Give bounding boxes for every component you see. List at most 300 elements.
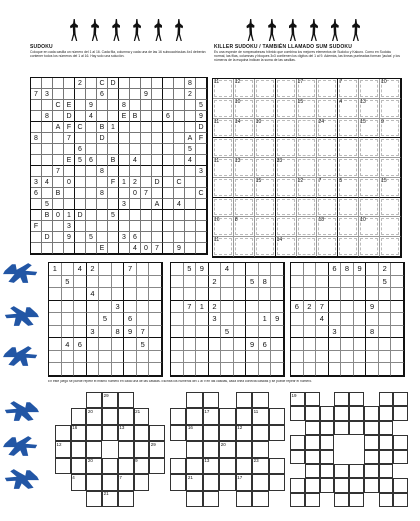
sudoku-cell[interactable] bbox=[184, 363, 197, 376]
sudoku-cell[interactable] bbox=[271, 301, 284, 314]
sudoku-cell[interactable] bbox=[149, 326, 162, 339]
sudoku-cell[interactable]: 8 bbox=[341, 263, 354, 276]
hex-cell[interactable] bbox=[53, 111, 64, 122]
hex-cell[interactable]: 2 bbox=[130, 177, 141, 188]
sudoku-cell[interactable] bbox=[49, 326, 62, 339]
hex-cell[interactable] bbox=[130, 78, 141, 89]
flower-cell[interactable] bbox=[219, 458, 235, 474]
sudoku-cell[interactable] bbox=[391, 301, 404, 314]
hex-cell[interactable]: A bbox=[152, 199, 163, 210]
sudoku-cell[interactable] bbox=[124, 351, 137, 364]
sudoku-cell[interactable] bbox=[366, 363, 379, 376]
killer-cell[interactable] bbox=[317, 119, 338, 139]
hex-cell[interactable] bbox=[185, 111, 196, 122]
sudoku-cell[interactable]: 4 bbox=[316, 313, 329, 326]
sudoku-cell[interactable]: 2 bbox=[87, 263, 100, 276]
flower-cell[interactable] bbox=[86, 425, 102, 441]
sudoku-cell[interactable]: 5 bbox=[221, 326, 234, 339]
hex-cell[interactable]: B bbox=[42, 210, 53, 221]
hex-cell[interactable] bbox=[97, 144, 108, 155]
hex-cell[interactable]: 6 bbox=[163, 111, 174, 122]
sudoku-cell[interactable] bbox=[271, 363, 284, 376]
hex-cell[interactable] bbox=[152, 78, 163, 89]
hex-cell[interactable] bbox=[31, 166, 42, 177]
hex-cell[interactable] bbox=[163, 78, 174, 89]
flower-cell[interactable] bbox=[118, 408, 134, 424]
hex-cell[interactable] bbox=[31, 243, 42, 254]
hex-cell[interactable]: D bbox=[97, 133, 108, 144]
sudoku-cell[interactable] bbox=[209, 288, 222, 301]
flower-cell[interactable] bbox=[349, 392, 364, 406]
hex-cell[interactable] bbox=[31, 100, 42, 111]
hex-cell[interactable]: 6 bbox=[97, 89, 108, 100]
flower-cell[interactable] bbox=[379, 406, 394, 420]
sudoku-cell[interactable] bbox=[196, 363, 209, 376]
flower-cell[interactable] bbox=[334, 478, 349, 492]
hex-cell[interactable]: 9 bbox=[86, 100, 97, 111]
hex-cell[interactable] bbox=[108, 232, 119, 243]
sudoku-cell[interactable] bbox=[74, 301, 87, 314]
sudoku-cell[interactable]: 9 bbox=[354, 263, 367, 276]
killer-cell[interactable] bbox=[380, 119, 401, 139]
sudoku-cell[interactable] bbox=[391, 313, 404, 326]
sudoku-cell[interactable]: 5 bbox=[99, 313, 112, 326]
killer-cell[interactable] bbox=[213, 79, 234, 99]
hex-cell[interactable] bbox=[185, 100, 196, 111]
flower-cell[interactable] bbox=[305, 392, 320, 406]
killer-cell[interactable] bbox=[234, 99, 255, 119]
flower-cell[interactable] bbox=[290, 478, 305, 492]
flower-cell[interactable] bbox=[118, 458, 134, 474]
sudoku-cell[interactable]: 4 bbox=[62, 338, 75, 351]
hex-cell[interactable]: 9 bbox=[64, 232, 75, 243]
sudoku-cell[interactable] bbox=[271, 351, 284, 364]
killer-cell[interactable] bbox=[317, 158, 338, 178]
flower-cell[interactable] bbox=[219, 408, 235, 424]
killer-cell[interactable] bbox=[255, 158, 276, 178]
sudoku-cell[interactable] bbox=[234, 338, 247, 351]
sudoku-cell[interactable] bbox=[99, 276, 112, 289]
hex-cell[interactable] bbox=[75, 232, 86, 243]
flower-cell[interactable] bbox=[252, 441, 268, 457]
hex-cell[interactable] bbox=[119, 133, 130, 144]
sudoku-cell[interactable] bbox=[171, 301, 184, 314]
sudoku-cell[interactable]: 9 bbox=[196, 263, 209, 276]
hex-cell[interactable] bbox=[108, 188, 119, 199]
hex-cell[interactable] bbox=[97, 210, 108, 221]
hex-cell[interactable] bbox=[86, 221, 97, 232]
flower-cell[interactable] bbox=[290, 493, 305, 507]
sudoku-cell[interactable]: 8 bbox=[366, 326, 379, 339]
sudoku-cell[interactable] bbox=[379, 351, 392, 364]
sudoku-cell[interactable] bbox=[246, 326, 259, 339]
sudoku-cell[interactable] bbox=[291, 288, 304, 301]
hex-cell[interactable] bbox=[196, 78, 207, 89]
hex-cell[interactable]: F bbox=[64, 122, 75, 133]
flower-cell[interactable] bbox=[379, 478, 394, 492]
hex-cell[interactable] bbox=[42, 133, 53, 144]
sudoku-cell[interactable] bbox=[316, 338, 329, 351]
flower-cell[interactable] bbox=[320, 406, 335, 420]
killer-cell[interactable] bbox=[380, 237, 401, 257]
hex-cell[interactable] bbox=[108, 144, 119, 155]
hex-cell[interactable]: 4 bbox=[185, 155, 196, 166]
flower-cell[interactable] bbox=[269, 408, 285, 424]
hex-cell[interactable] bbox=[53, 232, 64, 243]
hex-cell[interactable] bbox=[163, 221, 174, 232]
sudoku-cell[interactable] bbox=[246, 263, 259, 276]
sudoku-cell[interactable] bbox=[391, 326, 404, 339]
killer-cell[interactable] bbox=[234, 79, 255, 99]
hex-cell[interactable] bbox=[97, 221, 108, 232]
killer-cell[interactable] bbox=[338, 237, 359, 257]
sudoku-cell[interactable] bbox=[234, 288, 247, 301]
sudoku-cell[interactable] bbox=[366, 313, 379, 326]
flower-cell[interactable] bbox=[349, 464, 364, 478]
flower-cell[interactable] bbox=[305, 493, 320, 507]
hex-cell[interactable] bbox=[119, 166, 130, 177]
hex-cell[interactable] bbox=[163, 166, 174, 177]
hex-cell[interactable] bbox=[141, 133, 152, 144]
hex-cell[interactable]: C bbox=[75, 122, 86, 133]
hex-cell[interactable]: 1 bbox=[108, 122, 119, 133]
killer-cell[interactable] bbox=[338, 158, 359, 178]
flower-cell[interactable] bbox=[134, 408, 150, 424]
sudoku-cell[interactable] bbox=[221, 276, 234, 289]
hex-cell[interactable]: 6 bbox=[86, 155, 97, 166]
hex-cell[interactable] bbox=[152, 89, 163, 100]
flower-cell[interactable] bbox=[186, 458, 202, 474]
hex-cell[interactable]: 6 bbox=[31, 188, 42, 199]
hex-cell[interactable]: C bbox=[53, 100, 64, 111]
flower-cell[interactable] bbox=[379, 435, 394, 449]
flower-cell[interactable] bbox=[349, 421, 364, 435]
hex-cell[interactable] bbox=[75, 166, 86, 177]
hex-cell[interactable] bbox=[174, 111, 185, 122]
sudoku-cell[interactable] bbox=[171, 363, 184, 376]
hex-cell[interactable] bbox=[75, 111, 86, 122]
hex-cell[interactable] bbox=[130, 221, 141, 232]
sudoku-cell[interactable] bbox=[379, 288, 392, 301]
hex-cell[interactable]: B bbox=[97, 122, 108, 133]
killer-cell[interactable] bbox=[297, 217, 318, 237]
sudoku-cell[interactable] bbox=[366, 288, 379, 301]
sudoku-cell[interactable]: 3 bbox=[87, 326, 100, 339]
sudoku-cell[interactable]: 3 bbox=[112, 301, 125, 314]
sudoku-cell[interactable] bbox=[171, 313, 184, 326]
killer-cell[interactable] bbox=[359, 237, 380, 257]
sudoku-cell[interactable]: 4 bbox=[221, 263, 234, 276]
sudoku-cell[interactable] bbox=[62, 363, 75, 376]
killer-cell[interactable] bbox=[255, 138, 276, 158]
sudoku-cell[interactable] bbox=[184, 276, 197, 289]
flower-cell[interactable] bbox=[149, 458, 165, 474]
hex-cell[interactable]: B bbox=[130, 111, 141, 122]
hex-cell[interactable]: 7 bbox=[152, 243, 163, 254]
killer-cell[interactable] bbox=[380, 158, 401, 178]
hex-cell[interactable] bbox=[141, 78, 152, 89]
hex-cell[interactable] bbox=[42, 188, 53, 199]
hex-cell[interactable] bbox=[141, 122, 152, 133]
sudoku-cell[interactable] bbox=[259, 351, 272, 364]
hex-cell[interactable] bbox=[141, 210, 152, 221]
flower-cell[interactable] bbox=[393, 406, 408, 420]
hex-cell[interactable] bbox=[86, 177, 97, 188]
hex-cell[interactable] bbox=[163, 89, 174, 100]
hex-cell[interactable] bbox=[163, 199, 174, 210]
sudoku-cell[interactable] bbox=[221, 338, 234, 351]
hex-cell[interactable] bbox=[163, 100, 174, 111]
killer-cell[interactable] bbox=[317, 178, 338, 198]
hex-cell[interactable]: 2 bbox=[75, 78, 86, 89]
killer-cell[interactable] bbox=[359, 79, 380, 99]
hex-cell[interactable] bbox=[97, 177, 108, 188]
flower-cell[interactable] bbox=[86, 408, 102, 424]
sudoku-cell[interactable] bbox=[124, 276, 137, 289]
sudoku-cell[interactable]: 2 bbox=[304, 301, 317, 314]
flower-cell[interactable] bbox=[186, 425, 202, 441]
sudoku-cell[interactable] bbox=[391, 263, 404, 276]
hex-cell[interactable]: F bbox=[108, 177, 119, 188]
sudoku-cell[interactable] bbox=[246, 363, 259, 376]
hex-cell[interactable] bbox=[108, 100, 119, 111]
sudoku-cell[interactable] bbox=[329, 288, 342, 301]
sudoku-cell[interactable] bbox=[221, 363, 234, 376]
hex-cell[interactable] bbox=[64, 78, 75, 89]
killer-cell[interactable] bbox=[234, 158, 255, 178]
sudoku-cell[interactable] bbox=[137, 263, 150, 276]
killer-cell[interactable] bbox=[317, 217, 338, 237]
sudoku-cell[interactable] bbox=[196, 351, 209, 364]
sudoku-cell[interactable] bbox=[234, 326, 247, 339]
hex-cell[interactable] bbox=[119, 89, 130, 100]
killer-cell[interactable] bbox=[255, 237, 276, 257]
killer-cell[interactable] bbox=[234, 217, 255, 237]
hex-cell[interactable] bbox=[119, 221, 130, 232]
sudoku-cell[interactable] bbox=[196, 313, 209, 326]
flower-cell[interactable] bbox=[252, 425, 268, 441]
sudoku-cell[interactable]: 9 bbox=[246, 338, 259, 351]
hex-cell[interactable] bbox=[75, 199, 86, 210]
flower-cell[interactable] bbox=[252, 392, 268, 408]
hex-cell[interactable] bbox=[53, 221, 64, 232]
sudoku-cell[interactable] bbox=[366, 276, 379, 289]
flower-cell[interactable] bbox=[236, 392, 252, 408]
hex-cell[interactable]: D bbox=[152, 177, 163, 188]
flower-cell[interactable] bbox=[170, 408, 186, 424]
sudoku-cell[interactable] bbox=[379, 326, 392, 339]
killer-cell[interactable] bbox=[255, 178, 276, 198]
killer-cell[interactable] bbox=[276, 138, 297, 158]
hex-cell[interactable] bbox=[152, 144, 163, 155]
hex-cell[interactable]: 5 bbox=[196, 100, 207, 111]
sudoku-cell[interactable] bbox=[341, 326, 354, 339]
hex-cell[interactable] bbox=[86, 133, 97, 144]
sudoku-cell[interactable] bbox=[304, 351, 317, 364]
hex-cell[interactable] bbox=[42, 144, 53, 155]
hex-cell[interactable] bbox=[53, 78, 64, 89]
flower-cell[interactable] bbox=[252, 474, 268, 490]
hex-cell[interactable]: 1 bbox=[119, 177, 130, 188]
sudoku-cell[interactable] bbox=[366, 338, 379, 351]
hex-cell[interactable] bbox=[31, 78, 42, 89]
sudoku-cell[interactable]: 4 bbox=[74, 263, 87, 276]
sudoku-cell[interactable] bbox=[354, 351, 367, 364]
sudoku-cell[interactable] bbox=[329, 301, 342, 314]
sudoku-cell[interactable] bbox=[291, 276, 304, 289]
sudoku-cell[interactable] bbox=[379, 301, 392, 314]
sudoku-cell[interactable]: 2 bbox=[209, 301, 222, 314]
hex-cell[interactable]: 7 bbox=[64, 133, 75, 144]
hex-cell[interactable]: 7 bbox=[53, 166, 64, 177]
hex-cell[interactable]: 1 bbox=[64, 210, 75, 221]
killer-cell[interactable] bbox=[297, 119, 318, 139]
flower-cell[interactable] bbox=[134, 458, 150, 474]
killer-cell[interactable] bbox=[276, 158, 297, 178]
sudoku-cell[interactable] bbox=[259, 363, 272, 376]
sudoku-cell[interactable]: 8 bbox=[259, 276, 272, 289]
killer-cell[interactable] bbox=[213, 178, 234, 198]
hex-cell[interactable] bbox=[53, 89, 64, 100]
flower-cell[interactable] bbox=[269, 425, 285, 441]
sudoku-cell[interactable] bbox=[304, 363, 317, 376]
sudoku-cell[interactable] bbox=[149, 263, 162, 276]
sudoku-cell[interactable] bbox=[221, 351, 234, 364]
hex-cell[interactable] bbox=[185, 188, 196, 199]
hex-cell[interactable] bbox=[163, 122, 174, 133]
hex-cell[interactable] bbox=[130, 144, 141, 155]
killer-cell[interactable] bbox=[317, 198, 338, 218]
sudoku-cell[interactable] bbox=[316, 326, 329, 339]
hex-cell[interactable] bbox=[185, 177, 196, 188]
hex-cell[interactable]: 9 bbox=[196, 111, 207, 122]
flower-cell[interactable] bbox=[71, 474, 87, 490]
sudoku-cell[interactable]: 9 bbox=[366, 301, 379, 314]
hex-cell[interactable]: 4 bbox=[174, 199, 185, 210]
killer-cell[interactable] bbox=[297, 178, 318, 198]
sudoku-cell[interactable] bbox=[74, 363, 87, 376]
hex-cell[interactable]: 5 bbox=[42, 199, 53, 210]
hex-cell[interactable]: 8 bbox=[42, 111, 53, 122]
flower-cell[interactable] bbox=[364, 435, 379, 449]
hex-cell[interactable] bbox=[130, 122, 141, 133]
killer-cell[interactable] bbox=[276, 178, 297, 198]
flower-cell[interactable] bbox=[379, 421, 394, 435]
sudoku-cell[interactable] bbox=[304, 338, 317, 351]
hex-cell[interactable] bbox=[97, 232, 108, 243]
hex-cell[interactable] bbox=[108, 133, 119, 144]
sudoku-cell[interactable] bbox=[99, 338, 112, 351]
sudoku-cell[interactable] bbox=[391, 338, 404, 351]
sudoku-cell[interactable] bbox=[304, 276, 317, 289]
sudoku-cell[interactable] bbox=[99, 326, 112, 339]
sudoku-cell[interactable]: 6 bbox=[291, 301, 304, 314]
hex-cell[interactable] bbox=[152, 133, 163, 144]
hex-cell[interactable] bbox=[185, 232, 196, 243]
hex-cell[interactable]: D bbox=[196, 122, 207, 133]
flower-cell[interactable] bbox=[393, 478, 408, 492]
hex-cell[interactable] bbox=[53, 199, 64, 210]
hex-cell[interactable]: 3 bbox=[31, 177, 42, 188]
sudoku-cell[interactable] bbox=[316, 288, 329, 301]
sudoku-cell[interactable] bbox=[184, 288, 197, 301]
killer-cell[interactable] bbox=[297, 198, 318, 218]
sudoku-cell[interactable] bbox=[379, 338, 392, 351]
flower-cell[interactable] bbox=[334, 493, 349, 507]
sudoku-cell[interactable] bbox=[149, 351, 162, 364]
flower-cell[interactable] bbox=[252, 491, 268, 507]
hex-cell[interactable]: B bbox=[108, 155, 119, 166]
sudoku-cell[interactable] bbox=[137, 288, 150, 301]
flower-cell[interactable] bbox=[55, 425, 71, 441]
hex-cell[interactable]: A bbox=[185, 133, 196, 144]
hex-cell[interactable] bbox=[31, 122, 42, 133]
killer-cell[interactable] bbox=[359, 99, 380, 119]
sudoku-cell[interactable] bbox=[246, 288, 259, 301]
flower-cell[interactable] bbox=[305, 464, 320, 478]
flower-cell[interactable] bbox=[118, 441, 134, 457]
flower-cell[interactable] bbox=[186, 408, 202, 424]
hex-cell[interactable]: E bbox=[119, 111, 130, 122]
flower-cell[interactable] bbox=[134, 441, 150, 457]
killer-cell[interactable] bbox=[338, 217, 359, 237]
hex-cell[interactable]: 9 bbox=[174, 243, 185, 254]
hex-cell[interactable] bbox=[53, 155, 64, 166]
sudoku-cell[interactable]: 5 bbox=[137, 338, 150, 351]
sudoku-cell[interactable] bbox=[259, 263, 272, 276]
sudoku-cell[interactable] bbox=[341, 338, 354, 351]
sudoku-cell[interactable] bbox=[112, 351, 125, 364]
sudoku-cell[interactable] bbox=[184, 326, 197, 339]
sudoku-cell[interactable]: 6 bbox=[329, 263, 342, 276]
flower-cell[interactable] bbox=[320, 464, 335, 478]
sudoku-cell[interactable] bbox=[149, 338, 162, 351]
sudoku-cell[interactable] bbox=[291, 263, 304, 276]
hex-cell[interactable] bbox=[141, 144, 152, 155]
hex-cell[interactable]: 3 bbox=[196, 166, 207, 177]
flower-cell[interactable] bbox=[71, 441, 87, 457]
flower-cell[interactable] bbox=[334, 421, 349, 435]
hex-cell[interactable] bbox=[42, 243, 53, 254]
flower-cell[interactable] bbox=[290, 406, 305, 420]
sudoku-cell[interactable] bbox=[124, 338, 137, 351]
sudoku-cell[interactable]: 3 bbox=[209, 313, 222, 326]
sudoku-cell[interactable] bbox=[366, 263, 379, 276]
sudoku-cell[interactable] bbox=[234, 351, 247, 364]
sudoku-cell[interactable] bbox=[209, 363, 222, 376]
sudoku-cell[interactable] bbox=[49, 288, 62, 301]
sudoku-cell[interactable]: 7 bbox=[184, 301, 197, 314]
killer-cell[interactable] bbox=[317, 79, 338, 99]
sudoku-cell[interactable] bbox=[137, 363, 150, 376]
killer-cell[interactable] bbox=[297, 99, 318, 119]
sudoku-cell[interactable] bbox=[196, 326, 209, 339]
flower-cell[interactable] bbox=[186, 392, 202, 408]
hex-cell[interactable] bbox=[163, 133, 174, 144]
hex-cell[interactable]: 2 bbox=[185, 89, 196, 100]
sudoku-cell[interactable] bbox=[234, 301, 247, 314]
flower-cell[interactable] bbox=[334, 392, 349, 406]
sudoku-cell[interactable] bbox=[171, 326, 184, 339]
sudoku-cell[interactable]: 3 bbox=[329, 326, 342, 339]
sudoku-cell[interactable] bbox=[49, 351, 62, 364]
hex-cell[interactable] bbox=[75, 188, 86, 199]
hex-cell[interactable]: 0 bbox=[141, 243, 152, 254]
hex-cell[interactable] bbox=[174, 232, 185, 243]
flower-cell[interactable] bbox=[203, 491, 219, 507]
hex-cell[interactable] bbox=[108, 243, 119, 254]
sudoku-cell[interactable] bbox=[271, 326, 284, 339]
